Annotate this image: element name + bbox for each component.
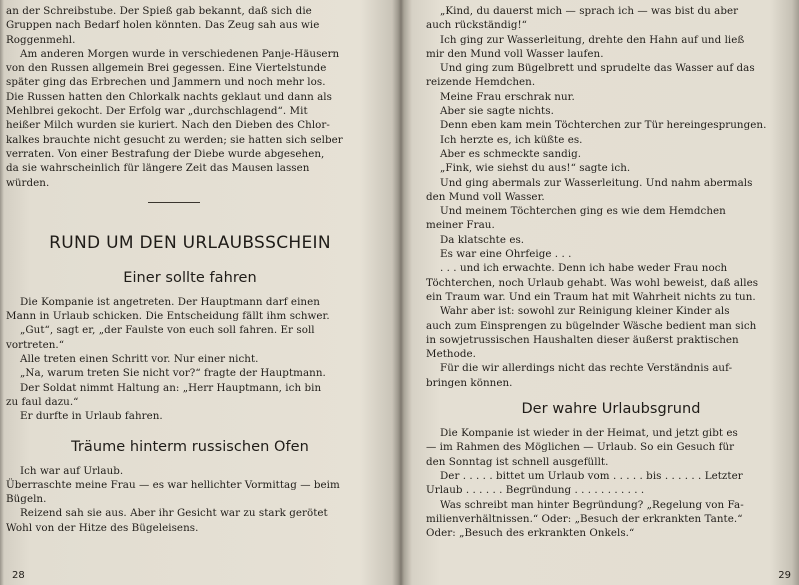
text-line: „Gut“, sagt er, „der Faulste von euch soll fahren. Er soll xyxy=(20,324,315,337)
text-line: Da klatschte es. xyxy=(440,233,525,246)
section-divider xyxy=(148,202,200,203)
text-line: Der . . . . . bittet um Urlaub vom . . . . . bis . . . . . . Letzter xyxy=(440,469,743,482)
text-line: Töchterchen, noch Urlaub gehabt. Was wohl beweist, daß alles xyxy=(426,276,759,289)
text-line: Methode. xyxy=(426,348,476,361)
text-line: Die Kompanie ist angetreten. Der Hauptmann darf einen xyxy=(20,295,320,308)
text-line: reizende Hemdchen. xyxy=(426,76,536,89)
text-line: Überraschte meine Frau — es war hellichter Vormittag — beim Bügeln. xyxy=(6,478,340,506)
text-line: ein Traum war. Und ein Traum hat mit Wahrheit nichts zu tun. xyxy=(426,290,756,303)
text-line: Denn eben kam mein Töchterchen zur Tür hereingesprungen. xyxy=(440,119,767,132)
text-line: Die Russen hatten den Chlorkalk nachts geklaut und dann als xyxy=(6,90,332,103)
text-line: heißer Milch wurden sie kuriert. Nach den Dieben des Chlor- xyxy=(6,119,330,132)
right-page xyxy=(404,0,799,585)
text-line: Am anderen Morgen wurde in verschiedenen Panje-Häusern xyxy=(20,47,340,60)
text-line: Es war eine Ohrfeige . . . xyxy=(440,248,572,261)
left-text-column xyxy=(6,4,374,535)
text-line: Für die wir allerdings nicht das rechte Verständnis auf- xyxy=(440,362,733,375)
text-line: Ich herzte es, ich küßte es. xyxy=(440,133,583,146)
text-line: von den Russen allgemein Brei gegessen. Eine Viertelstunde xyxy=(6,62,327,75)
story-title: Der wahre Urlaubsgrund xyxy=(521,401,701,418)
text-line: — im Rahmen des Möglichen — Urlaub. So ein Gesuch für xyxy=(426,441,735,454)
text-line: Der Soldat nimmt Haltung an: „Herr Hauptmann, ich bin xyxy=(20,381,322,394)
text-line: auch rückständig!“ xyxy=(426,19,527,32)
text-line: da sie wahrscheinlich für längere Zeit das Mausen lassen xyxy=(6,162,310,175)
left-page xyxy=(0,0,398,585)
text-line: Oder: „Besuch des erkrankten Onkels.“ xyxy=(426,527,635,540)
story-body xyxy=(426,426,796,540)
text-line: verraten. Von einer Bestrafung der Diebe wurde abgesehen, xyxy=(6,147,325,160)
text-line: Und ging zum Bügelbrett und sprudelte das Wasser auf das xyxy=(440,62,755,75)
text-line: Gruppen nach Bedarf holen könnten. Das Zeug sah aus wie xyxy=(6,19,320,32)
text-line: „Kind, du dauerst mich — sprach ich — was bist du aber xyxy=(440,5,739,17)
text-line: an der Schreibstube. Der Spieß gab bekannt, daß sich die xyxy=(6,5,312,17)
story-body xyxy=(6,295,374,424)
text-line: den Sonntag ist schnell ausgefüllt. xyxy=(426,455,609,468)
text-line: den Mund voll Wasser. xyxy=(426,190,545,203)
page-number: 28 xyxy=(12,570,25,581)
intro-paragraphs xyxy=(6,4,374,190)
text-line: zu faul dazu.“ xyxy=(6,395,79,408)
text-line: Alle treten einen Schritt vor. Nur einer nicht. xyxy=(20,353,259,366)
text-line: Meine Frau erschrak nur. xyxy=(440,90,575,103)
text-line: Aber es schmeckte sandig. xyxy=(440,147,582,160)
text-line: Die Kompanie ist wieder in der Heimat, und jetzt gibt es xyxy=(440,427,738,440)
text-line: später ging das Erbrechen und Jammern und noch mehr los. xyxy=(6,76,326,89)
text-line: meiner Frau. xyxy=(426,219,495,232)
text-line: vortreten.“ xyxy=(6,338,65,351)
story-body xyxy=(6,464,374,535)
section-title: RUND UM DEN URLAUBSSCHEIN xyxy=(49,232,331,253)
text-line: auch zum Einsprengen zu bügelnder Wäsche bedient man sich xyxy=(426,319,757,332)
text-line: mir den Mund voll Wasser laufen. xyxy=(426,47,604,60)
page-number: 29 xyxy=(778,570,791,581)
right-text-column xyxy=(426,4,796,540)
text-line: würden. xyxy=(6,176,50,189)
text-line: „Na, warum treten Sie nicht vor?“ fragte der Hauptmann. xyxy=(20,367,326,380)
text-line: Roggenmehl. xyxy=(6,33,76,46)
text-line: Urlaub . . . . . . Begründung . . . . . . . . . . . xyxy=(426,484,645,497)
text-line: Reizend sah sie aus. Aber ihr Gesicht war zu stark gerötet xyxy=(20,507,328,520)
text-line: „Fink, wie siehst du aus!“ sagte ich. xyxy=(440,162,631,175)
story-continuation xyxy=(426,4,796,390)
text-line: Mehlbrei gekocht. Der Erfolg war „durchschlagend“. Mit xyxy=(6,105,308,118)
text-line: Was schreibt man hinter Begründung? „Regelung von Fa- xyxy=(440,498,744,511)
text-line: Mann in Urlaub schicken. Die Entscheidung fällt ihm schwer. xyxy=(6,310,330,323)
text-line: Ich ging zur Wasserleitung, drehte den Hahn auf und ließ xyxy=(440,33,745,46)
text-line: Und meinem Töchterchen ging es wie dem Hemdchen xyxy=(440,205,726,218)
text-line: Wohl von der Hitze des Bügeleisens. xyxy=(6,521,199,534)
story-title: Träume hinterm russischen Ofen xyxy=(71,438,309,455)
story-title: Einer sollte fahren xyxy=(123,269,257,286)
text-line: Und ging abermals zur Wasserleitung. Und nahm abermals xyxy=(440,176,753,189)
text-line: . . . und ich erwachte. Denn ich habe weder Frau noch xyxy=(440,262,728,275)
text-line: Aber sie sagte nichts. xyxy=(440,105,554,118)
text-line: milienverhältnissen.“ Oder: „Besuch der erkrankten Tante.“ xyxy=(426,512,743,525)
text-line: in sowjetrussischen Haushalten dieser äußerst praktischen xyxy=(426,333,739,346)
text-line: Wahr aber ist: sowohl zur Reinigung kleiner Kinder als xyxy=(440,305,730,318)
text-line: bringen können. xyxy=(426,376,513,389)
text-line: kalkes brauchte nicht gesucht zu werden; sie hatten sich selber xyxy=(6,133,343,146)
text-line: Er durfte in Urlaub fahren. xyxy=(20,410,163,423)
text-line: Ich war auf Urlaub. xyxy=(20,464,124,477)
